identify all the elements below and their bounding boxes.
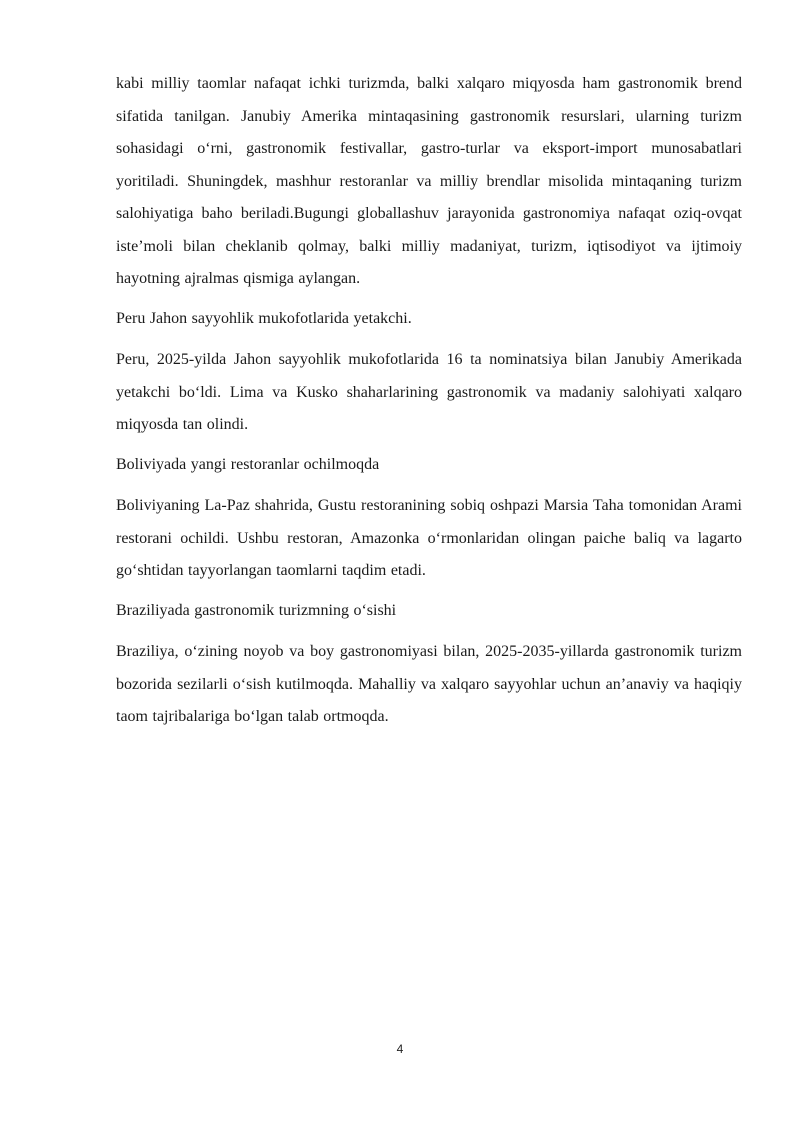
intro-paragraph: kabi milliy taomlar nafaqat ichki turizmda, balki xalqaro miqyosda ham gastronomik brend sifatida tanilgan. Janubiy Amerika mintaqasining gastronomik resurslari, ularning turizm sohasidagi o‘rni, gastronomik festivallar, gastro-turlar va eksport-import munosabatlari yoritiladi. Shuningdek, mashhur restoranlar va milliy brendlar misolida mintaqaning turizm salohiyatiga baho beriladi.Bugungi globallashuv jarayonida gastronomiya nafaqat oziq-ovqat iste’moli bilan cheklanib qolmay, balki milliy madaniyat, turizm, iqtisodiyot va ijtimoiy hayotning ajralmas qismiga aylangan. (116, 75, 742, 287)
bolivia-paragraph: Boliviyaning La-Paz shahrida, Gustu restoranining sobiq oshpazi Marsia Taha tomonidan Arami restorani ochildi. Ushbu restoran, Amazonka o‘rmonlaridan olingan paiche baliq va lagarto go‘shtidan tayyorlangan taomlarni taqdim etadi. (116, 497, 742, 579)
section-heading-peru: Peru Jahon sayyohlik mukofotlarida yetakchi. (116, 309, 412, 327)
section-heading-brazil: Braziliyada gastronomik turizmning o‘sishi (116, 601, 397, 619)
peru-paragraph: Peru, 2025-yilda Jahon sayyohlik mukofotlarida 16 ta nominatsiya bilan Janubiy Amerikada yetakchi bo‘ldi. Lima va Kusko shaharlarining gastronomik va madaniy salohiyati xalqaro miqyosda tan olindi. (116, 351, 742, 433)
page-content (116, 68, 742, 734)
brazil-paragraph: Braziliya, o‘zining noyob va boy gastronomiyasi bilan, 2025-2035-yillarda gastronomik turizm bozorida sezilarli o‘sish kutilmoqda. Mahalliy va xalqaro sayyohlar uchun an’anaviy va haqiqiy taom tajribalariga bo‘lgan talab ortmoqda. (116, 643, 742, 725)
page-number: 4 (396, 1042, 404, 1056)
section-heading-bolivia: Boliviyada yangi restoranlar ochilmoqda (116, 455, 380, 473)
